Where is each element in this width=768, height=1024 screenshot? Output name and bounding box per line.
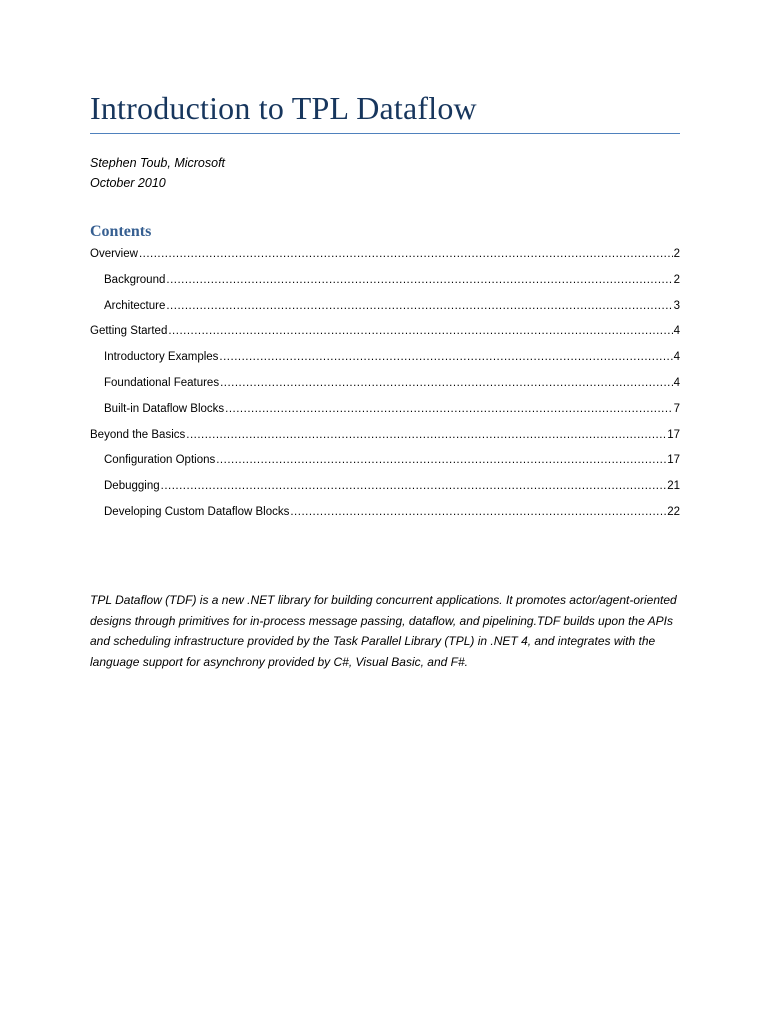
toc-dot-leader [225,400,672,418]
document-title: Introduction to TPL Dataflow [90,90,477,126]
toc-entry-page-number: 7 [673,402,680,415]
toc-entry-label: Introductory Examples [104,351,219,364]
toc-dot-leader [161,477,667,495]
title-underline [90,133,680,134]
table-of-contents [90,245,680,529]
toc-entry-page-number: 2 [673,273,680,286]
toc-entry[interactable] [90,348,680,374]
toc-entry-page-number: 17 [667,428,680,441]
toc-entry-label: Configuration Options [104,454,216,467]
toc-entry-page-number: 2 [673,248,680,260]
toc-entry-label: Overview [90,248,138,260]
toc-entry-page-number: 4 [673,351,680,364]
toc-entry-label: Architecture [104,299,166,312]
contents-heading: Contents [90,223,152,240]
toc-dot-leader [139,245,673,263]
toc-dot-leader [216,451,666,469]
toc-entry[interactable] [90,503,680,529]
publication-date: October 2010 [90,176,166,190]
abstract-paragraph: TPL Dataflow (TDF) is a new .NET library for building concurrent applications. It promotes actor/agent-oriented designs through primitives for in-process message passing, dataflow, and pipelining.TDF builds upon the APIs and scheduling infrastructure provided by the Task Parallel Library (TPL) in .NET 4, and integrates with the language support for asynchrony provided by C#, Visual Basic, and F#. [90,593,677,669]
toc-entry-label: Getting Started [90,325,168,338]
toc-entry[interactable] [90,451,680,477]
toc-entry[interactable] [90,374,680,400]
toc-entry-label: Background [104,273,166,286]
toc-entry-page-number: 21 [667,480,680,493]
toc-dot-leader [220,374,673,392]
toc-entry-label: Debugging [104,480,160,493]
toc-entry-label: Foundational Features [104,376,220,389]
toc-entry[interactable] [90,477,680,503]
toc-entry-label: Built-in Dataflow Blocks [104,402,225,415]
toc-entry[interactable] [90,297,680,323]
toc-entry-page-number: 3 [673,299,680,312]
toc-dot-leader [186,426,666,444]
toc-entry[interactable] [90,245,680,271]
byline [90,153,225,193]
toc-entry[interactable] [90,426,680,452]
toc-entry[interactable] [90,322,680,348]
toc-dot-leader [290,503,666,521]
toc-entry-page-number: 22 [667,505,680,518]
toc-dot-leader [166,271,672,289]
toc-dot-leader [166,297,672,315]
toc-entry[interactable] [90,400,680,426]
toc-dot-leader [219,348,672,366]
toc-dot-leader [168,322,672,340]
toc-entry-page-number: 17 [667,454,680,467]
author: Stephen Toub, Microsoft [90,156,226,170]
toc-entry-page-number: 4 [673,376,680,389]
toc-entry[interactable] [90,271,680,297]
toc-entry-label: Developing Custom Dataflow Blocks [104,505,290,518]
toc-entry-page-number: 4 [673,325,680,338]
toc-entry-label: Beyond the Basics [90,428,186,441]
